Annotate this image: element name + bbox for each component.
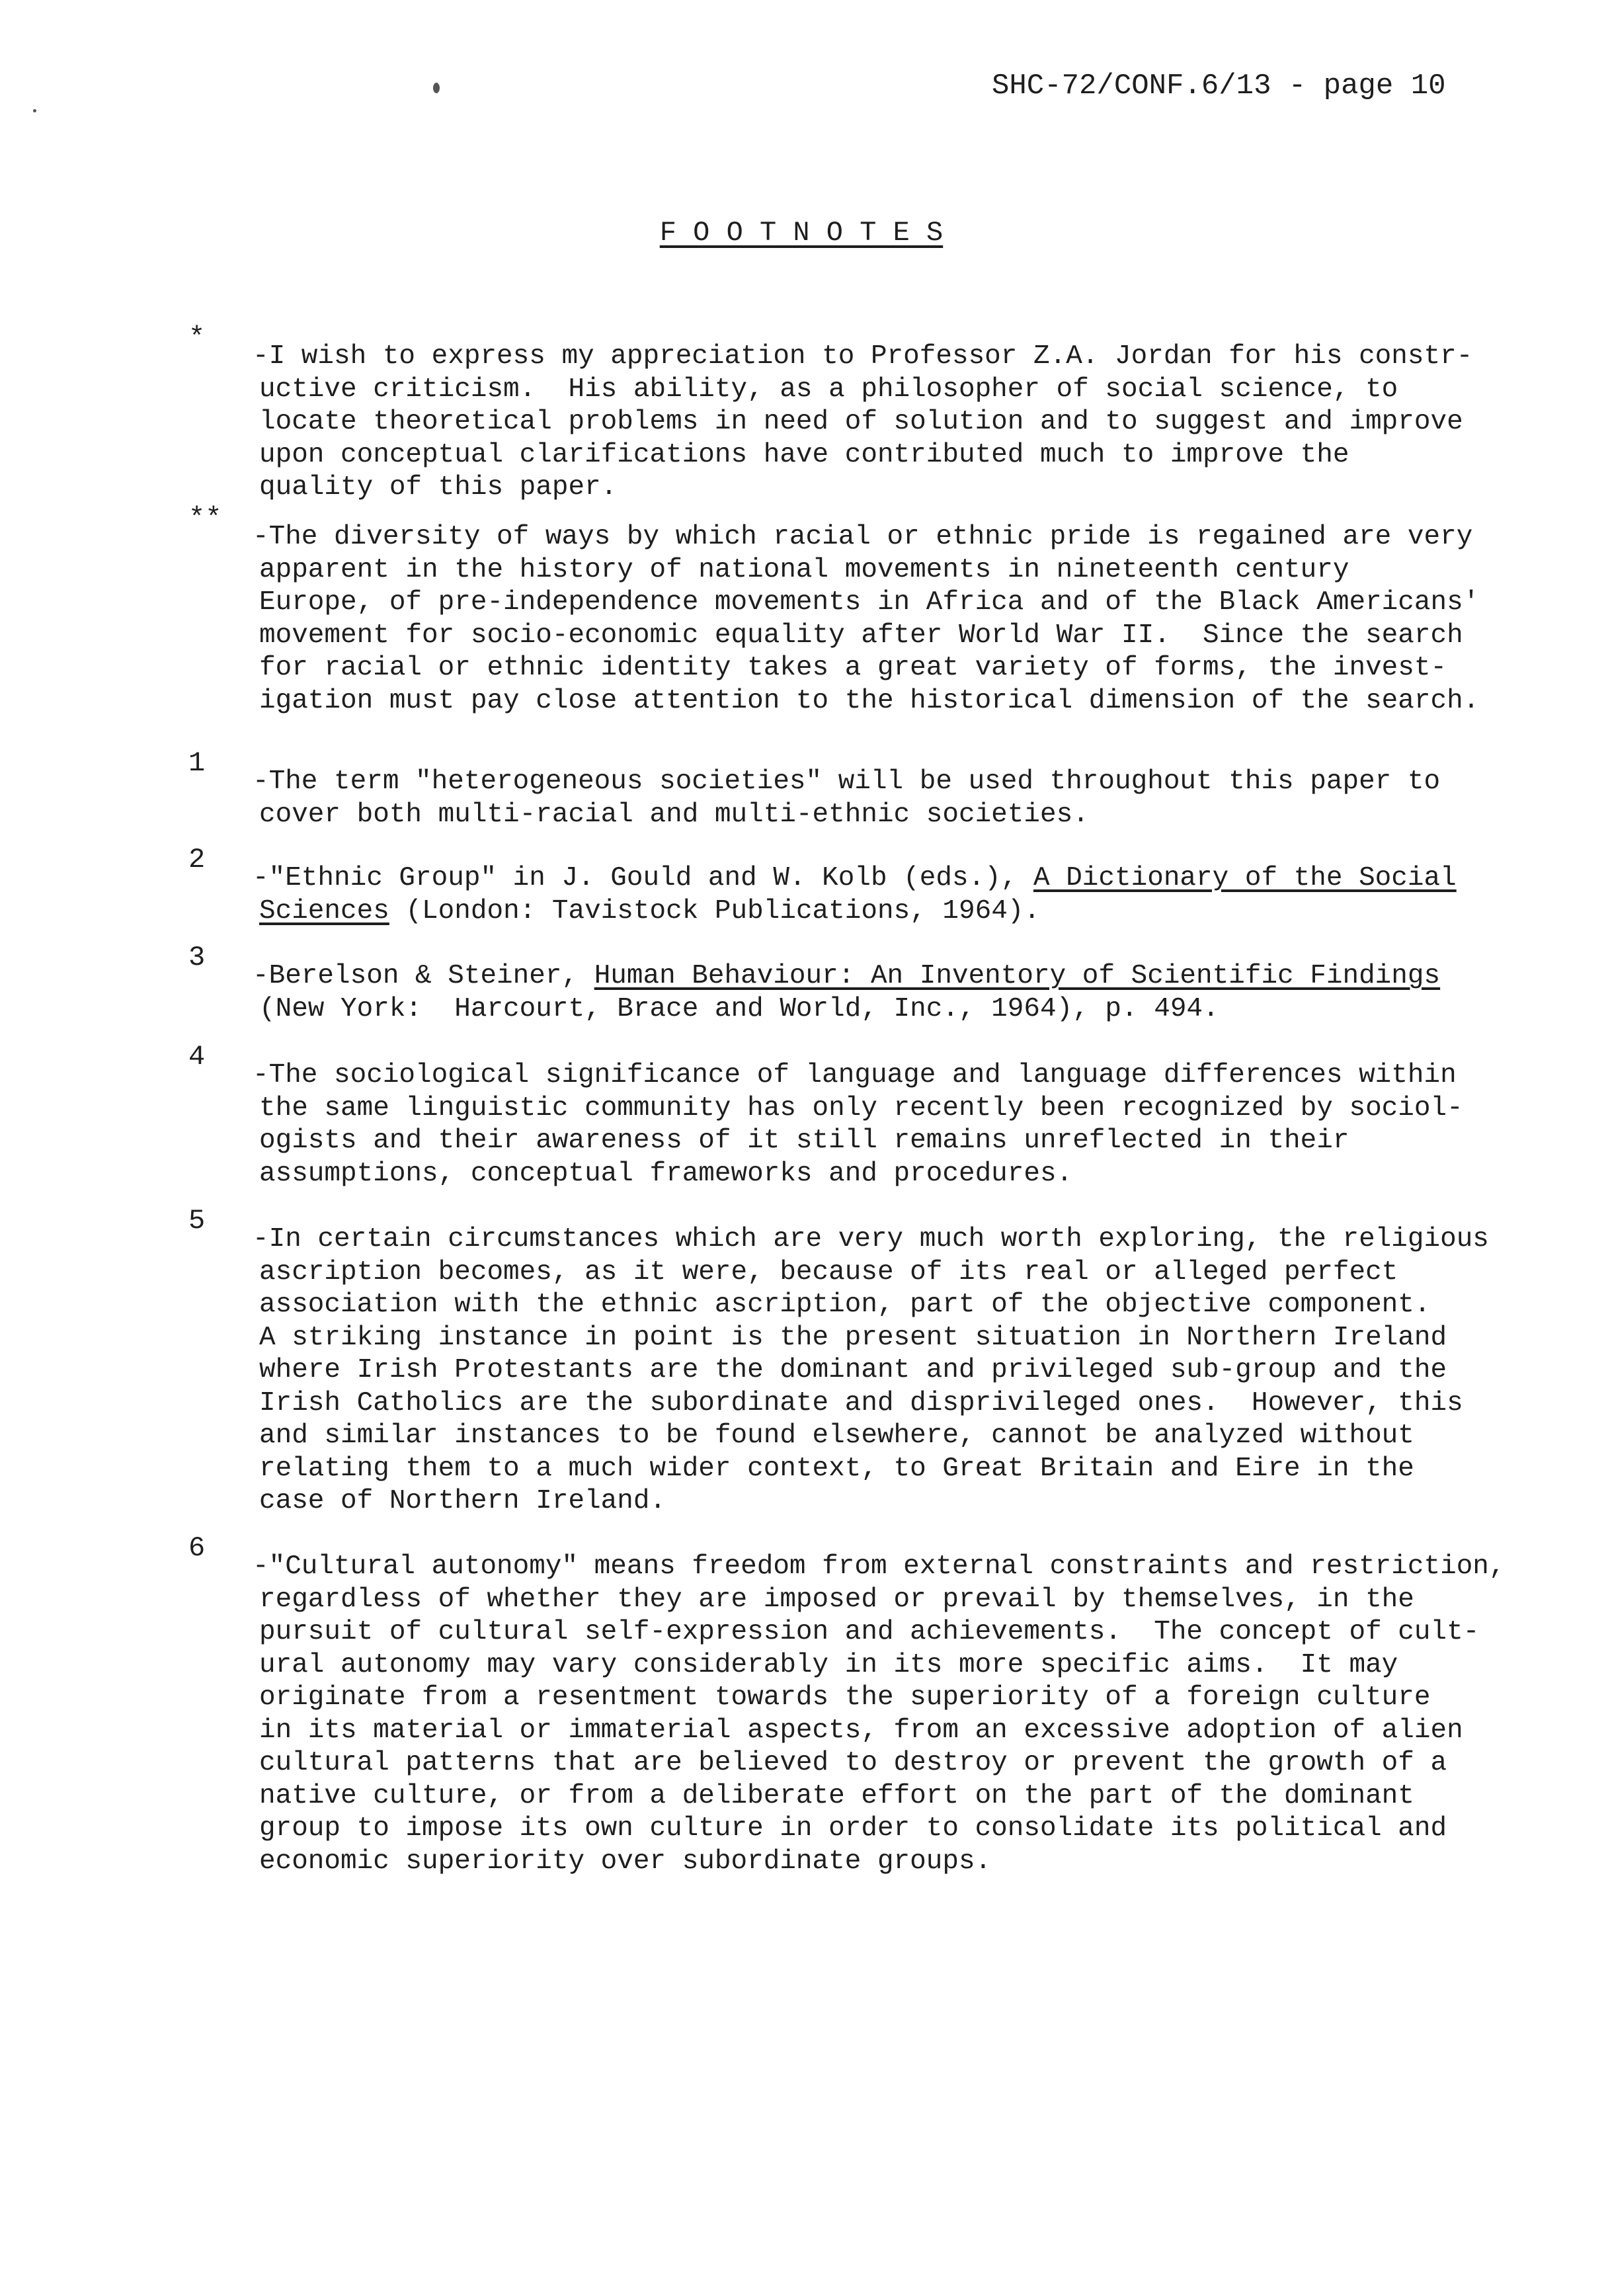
ink-speck	[433, 83, 440, 93]
footnote-line	[253, 993, 1440, 1026]
text-segment: native culture, or from a deliberate effort on the part of the dominant	[259, 1780, 1414, 1811]
text-segment: cultural patterns that are believed to destroy or prevent the growth of a	[259, 1748, 1447, 1778]
footnotes-title	[0, 217, 1603, 249]
footnote-line	[253, 1551, 1506, 1584]
footnote-line	[253, 1125, 1463, 1158]
footnote-line	[253, 1813, 1506, 1846]
footnote-text	[253, 766, 1440, 831]
text-segment: apparent in the history of national movements in nineteenth century	[259, 554, 1349, 585]
footnote-marker: 1	[188, 747, 206, 779]
footnote-text	[253, 521, 1479, 718]
ink-speck	[33, 109, 36, 112]
footnote-line	[253, 960, 1440, 993]
footnote-line	[253, 1158, 1463, 1191]
text-segment: -The sociological significance of language and language differences within	[253, 1060, 1457, 1090]
footnote-line	[253, 1485, 1489, 1518]
footnote-line	[253, 1649, 1506, 1682]
text-segment: pursuit of cultural self-expression and achievements. The concept of cult-	[259, 1617, 1480, 1647]
text-segment: -In certain circumstances which are very much worth exploring, the religious	[253, 1224, 1489, 1254]
text-segment: in its material or immaterial aspects, from an excessive adoption of alien	[259, 1715, 1463, 1746]
text-segment: for racial or ethnic identity takes a great variety of forms, the invest-	[259, 653, 1447, 683]
text-segment: -I wish to express my appreciation to Professor Z.A. Jordan for his constr-	[253, 341, 1473, 372]
footnote-marker: 2	[188, 844, 206, 876]
text-segment: regardless of whether they are imposed or prevail by themselves, in the	[259, 1584, 1414, 1615]
text-segment: assumptions, conceptual frameworks and procedures.	[259, 1158, 1073, 1189]
text-segment: A striking instance in point is the present situation in Northern Ireland	[259, 1322, 1447, 1353]
text-segment: association with the ethnic ascription, part of the objective component.	[259, 1290, 1431, 1320]
text-segment: the same linguistic community has only recently been recognized by sociol-	[259, 1092, 1463, 1124]
text-segment: Irish Catholics are the subordinate and disprivileged ones. However, this	[259, 1387, 1463, 1418]
footnote-text	[253, 341, 1472, 505]
text-segment: locate theoretical problems in need of solution and to suggest and improve	[259, 407, 1463, 437]
footnote-marker: 4	[188, 1041, 206, 1073]
footnote-line	[253, 895, 1457, 928]
text-segment: originate from a resentment towards the superiority of a foreign culture	[259, 1682, 1431, 1713]
footnote-marker: 5	[188, 1205, 206, 1237]
footnote-line	[253, 1322, 1489, 1355]
text-segment: cover both multi-racial and multi-ethnic societies.	[259, 799, 1089, 830]
footnote-line	[253, 1715, 1506, 1748]
text-segment: -Berelson & Steiner,	[253, 961, 594, 991]
footnote-text	[253, 1551, 1506, 1878]
text-segment: Europe, of pre-independence movements in Africa and of the Black Americans'	[259, 587, 1480, 618]
cited-title: Human Behaviour: An Inventory of Scientific Findings	[594, 961, 1441, 991]
text-segment: where Irish Protestants are the dominant and privileged sub-group and the	[259, 1355, 1447, 1385]
footnote-line	[253, 1223, 1489, 1256]
footnote-line	[253, 406, 1472, 439]
page-header: SHC-72/CONF.6/13 - page 10	[992, 69, 1446, 102]
cited-title: Sciences	[259, 895, 389, 926]
text-segment: economic superiority over subordinate groups.	[259, 1846, 992, 1877]
footnote-line	[253, 1584, 1506, 1617]
footnotes-title-text: F O O T N O T E S	[659, 217, 944, 249]
text-segment: group to impose its own culture in order to consolidate its political and	[259, 1813, 1447, 1844]
text-segment: -The term "heterogeneous societies" will be used throughout this paper to	[253, 766, 1441, 797]
footnote-line	[253, 799, 1440, 832]
footnote-line	[253, 472, 1472, 505]
text-segment: (London: Tavistock Publications, 1964).	[389, 895, 1041, 926]
footnote-line	[253, 439, 1472, 472]
text-segment: and similar instances to be found elsewhere, cannot be analyzed without	[259, 1420, 1414, 1451]
footnote-line	[253, 587, 1479, 620]
footnote-marker: **	[188, 503, 222, 534]
text-segment: ascription becomes, as it were, because of its real or alleged perfect	[259, 1256, 1398, 1288]
footnote-line	[253, 1780, 1506, 1813]
text-segment: -The diversity of ways by which racial or ethnic pride is regained are very	[253, 522, 1473, 552]
footnote-line	[253, 766, 1440, 799]
text-segment: (New York: Harcourt, Brace and World, Inc., 1964), p. 494.	[259, 993, 1219, 1024]
footnote-text	[253, 862, 1457, 928]
footnote-text	[253, 1059, 1463, 1190]
text-segment: case of Northern Ireland.	[259, 1486, 666, 1516]
footnote-line	[253, 1059, 1463, 1092]
footnote-line	[253, 1682, 1506, 1715]
footnote-line	[253, 554, 1479, 587]
footnote-text	[253, 960, 1440, 1026]
footnote-line	[253, 1354, 1489, 1387]
text-segment: ogists and their awareness of it still remains unreflected in their	[259, 1126, 1349, 1156]
footnote-line	[253, 1846, 1506, 1879]
footnote-line	[253, 1256, 1489, 1290]
text-segment: uctive criticism. His ability, as a philosopher of social science, to	[259, 374, 1398, 405]
footnote-line	[253, 1387, 1489, 1420]
footnote-line	[253, 685, 1479, 718]
footnote-marker: 3	[188, 942, 206, 973]
footnote-marker: *	[188, 322, 206, 354]
text-segment: -"Ethnic Group" in J. Gould and W. Kolb (eds.),	[253, 863, 1033, 893]
footnote-marker: 6	[188, 1532, 206, 1564]
footnote-line	[253, 1420, 1489, 1453]
text-segment: igation must pay close attention to the historical dimension of the search.	[259, 685, 1480, 716]
footnote-line	[253, 862, 1457, 895]
text-segment: upon conceptual clarifications have contributed much to improve the	[259, 439, 1349, 470]
text-segment: movement for socio-economic equality after World War II. Since the search	[259, 620, 1463, 651]
footnote-line	[253, 374, 1472, 407]
footnote-line	[253, 1616, 1506, 1649]
footnote-line	[253, 1747, 1506, 1780]
footnote-line	[253, 1092, 1463, 1126]
text-segment: relating them to a much wider context, to Great Britain and Eire in the	[259, 1453, 1414, 1484]
text-segment: quality of this paper.	[259, 472, 618, 503]
footnote-text	[253, 1223, 1489, 1518]
cited-title: A Dictionary of the Social	[1033, 863, 1457, 893]
footnote-line	[253, 1289, 1489, 1322]
footnote-line	[253, 1453, 1489, 1486]
footnote-line	[253, 341, 1472, 374]
footnote-line	[253, 521, 1479, 554]
footnote-line	[253, 652, 1479, 685]
text-segment: ural autonomy may vary considerably in its more specific aims. It may	[259, 1649, 1398, 1680]
text-segment: -"Cultural autonomy" means freedom from external constraints and restriction,	[253, 1551, 1506, 1582]
footnote-line	[253, 620, 1479, 653]
